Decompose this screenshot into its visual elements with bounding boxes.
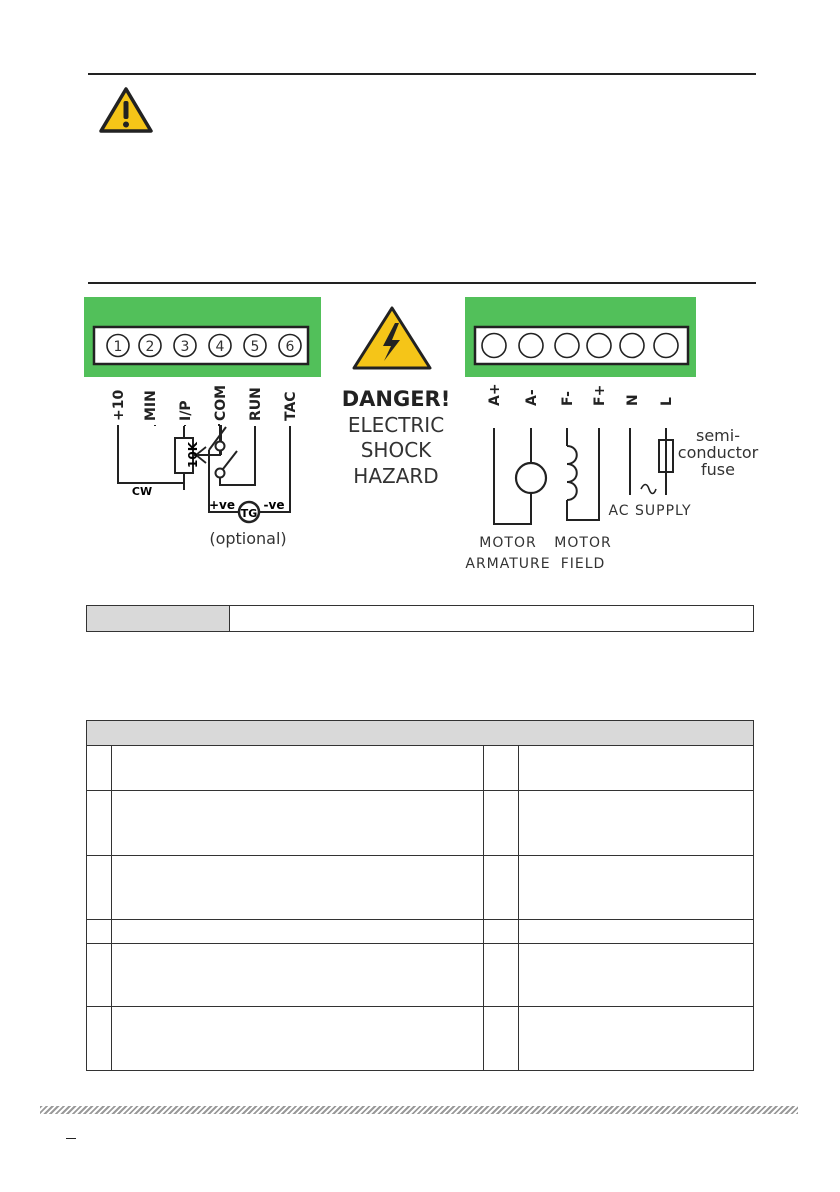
power-terminal-3 [555, 334, 579, 358]
power-terminal-2 [519, 334, 543, 358]
section-rule [88, 282, 756, 284]
danger-line-3: HAZARD [353, 464, 439, 488]
danger-line-1: ELECTRIC [347, 413, 445, 437]
table-row [86, 944, 754, 1007]
control-terminal-label: +10 [111, 389, 127, 421]
table-row [86, 856, 754, 920]
ac-supply-label: AC SUPPLY [608, 503, 692, 519]
armature-label-2: ARMATURE [465, 556, 551, 572]
tacho-optional-note: (optional) [209, 529, 287, 548]
table-row [86, 1007, 754, 1071]
warning-triangle-icon [98, 86, 154, 134]
fuse-label-3: fuse [701, 460, 735, 479]
wiring-diagram [80, 295, 770, 585]
control-terminal-number: 3 [180, 339, 190, 355]
spec-table-label-cell [86, 605, 230, 632]
page-number-mark [66, 1138, 76, 1139]
table-row [86, 791, 754, 856]
terminal-table-header [86, 720, 754, 746]
control-terminal-label: MIN [143, 390, 159, 421]
tacho-plus-label: +ve [208, 498, 236, 512]
power-terminal-label: F+ [592, 384, 608, 406]
field-label-1: MOTOR [554, 535, 612, 551]
control-terminal-label: RUN [248, 387, 264, 421]
control-terminal-label: COM [213, 384, 229, 421]
control-terminal-number: 6 [285, 339, 295, 355]
field-coil-icon [567, 428, 599, 520]
power-terminal-label: L [659, 397, 675, 406]
tacho-symbol-label: TG [240, 507, 258, 520]
pot-cw-label: CW [131, 485, 153, 498]
control-terminal-number: 4 [215, 339, 225, 355]
footer-stripe [40, 1106, 798, 1114]
tacho-minus-label: -ve [263, 498, 285, 512]
pot-value-label: 10K [186, 442, 200, 468]
field-label-2: FIELD [560, 556, 606, 572]
power-terminal-4 [587, 334, 611, 358]
power-terminal-6 [654, 334, 678, 358]
control-terminal-label: I/P [178, 400, 194, 421]
control-terminal-number: 2 [145, 339, 155, 355]
power-terminal-label: A- [524, 389, 540, 406]
power-terminal-1 [482, 334, 506, 358]
control-terminal-number: 1 [113, 339, 123, 355]
electric-shock-triangle-icon [354, 308, 430, 368]
fuse-label-2: conductor [677, 443, 759, 462]
power-terminal-label: A+ [487, 383, 503, 406]
fuse-label-1: semi- [696, 426, 740, 445]
table-row [86, 920, 754, 944]
control-terminal-number: 5 [250, 339, 260, 355]
power-terminal-5 [620, 334, 644, 358]
spec-table-value-cell [229, 605, 754, 632]
motor-armature-icon [494, 428, 546, 524]
control-wiring [118, 421, 222, 490]
control-terminal-label: TAC [283, 391, 299, 421]
armature-label-1: MOTOR [479, 535, 537, 551]
danger-title: DANGER! [341, 387, 451, 411]
power-terminal-label: N [625, 394, 641, 406]
top-rule [88, 73, 756, 75]
table-row [86, 746, 754, 791]
danger-line-2: SHOCK [360, 438, 432, 462]
power-terminal-label: F- [560, 391, 576, 406]
